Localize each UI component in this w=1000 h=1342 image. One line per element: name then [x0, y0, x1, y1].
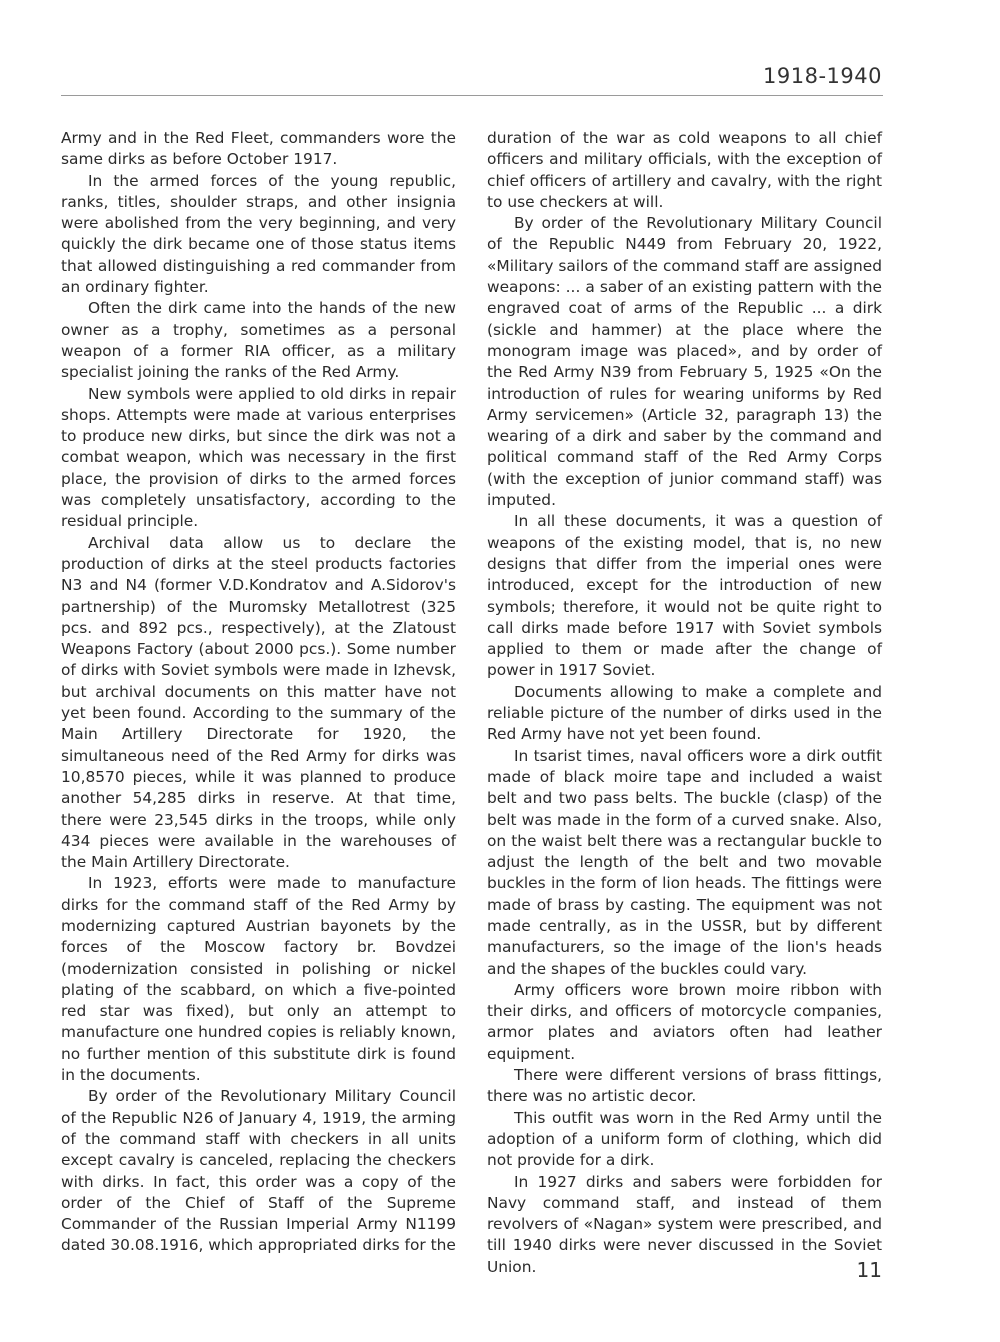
paragraph: Documents allowing to make a complete and reliable picture of the number of dirks used in the Red Army have not yet been found. — [487, 682, 882, 744]
paragraph: In all these documents, it was a question of weapons of the existing model, that is, no new designs that differ from the imperial ones were introduced, except for the introduction of new symbols; therefore, it would not be quite right to call dirks made before 1917 with Soviet symbols applied to them or made after the change of power in 1917 Soviet. — [487, 512, 882, 680]
page-number: 11 — [856, 1258, 882, 1282]
paragraph: duration of the war as cold weapons to all chief officers and military officials, with the exception of chief officers of artillery and cavalry, with the right to use checkers at will. — [487, 129, 882, 211]
paragraph: In 1927 dirks and sabers were forbidden for Navy command staff, and instead of them revolvers of «Nagan» system were prescribed, and till 1940 dirks were never discussed in the Soviet Union. — [487, 1172, 882, 1276]
paragraph: New symbols were applied to old dirks in repair shops. Attempts were made at various enterprises to produce new dirks, but since the dirk was not a combat weapon, which was necessary in the first place, the provision of dirks to the armed forces was completely unsatisfactory, according to the residual principle. — [61, 384, 456, 531]
right-text-column — [487, 128, 882, 1278]
paragraph: By order of the Revolutionary Military Council of the Republic N26 of January 4, 1919, the arming of the command staff with checkers in all units except cavalry is canceled, replacing the checkers with dirks. In fact, this order was a copy of the order of the Chief of Staff of the Supreme Commander of the Russian Imperial Army N1199 dated 30.08.1916, which appropriated dirks for the — [61, 1087, 456, 1255]
paragraph: There were different versions of brass fittings, there was no artistic decor. — [487, 1066, 882, 1106]
paragraph: Archival data allow us to declare the production of dirks at the steel products factories N3 and N4 (former V.D.Kondratov and A.Sidorov's partnership) of the Muromsky Metallotrest (325 pcs. and 892 pcs., respectively), at the Zlatoust Weapons Factory (about 2000 pcs.). Some number of dirks with Soviet symbols were made in Izhevsk, but archival documents on this matter have not yet been found. According to the summary of the Main Artillery Directorate for 1920, the simultaneous need of the Red Army for dirks was 10,8570 pieces, while it was planned to produce another 54,285 dirks in reserve. At that time, there were 23,545 dirks in the troops, while only 434 pieces were available in the warehouses of the Main Artillery Directorate. — [61, 533, 456, 872]
running-header-title: 1918-1940 — [763, 64, 882, 88]
paragraph: Often the dirk came into the hands of the new owner as a trophy, sometimes as a personal weapon of a former RIA officer, as a military specialist joining the ranks of the Red Army. — [61, 299, 456, 382]
paragraph: In 1923, efforts were made to manufacture dirks for the command staff of the Red Army by modernizing captured Austrian bayonets by the forces of the Moscow factory br. Bovdzei (modernization consisted in polishing or nickel plating of the scabbard, on which a five-pointed red star was fixed), but only an attempt to manufacture one hundred copies is reliably known, no further mention of this substitute dirk is found in the documents. — [61, 874, 456, 1085]
paragraph: Army and in the Red Fleet, commanders wore the same dirks as before October 1917. — [61, 129, 456, 169]
paragraph: In the armed forces of the young republic, ranks, titles, shoulder straps, and other insignia were abolished from the very beginning, and very quickly the dirk became one of those status items that allowed distinguishing a red commander from an ordinary fighter. — [61, 171, 456, 297]
header-divider — [61, 95, 883, 96]
paragraph: By order of the Revolutionary Military Council of the Republic N449 from February 20, 1922, «Military sailors of the command staff are assigned weapons: ... a saber of an existing pattern with the engraved coat of arms of the Republic ... a dirk (sickle and hammer) at the place where the monogram image was placed», and by order of the Red Army N39 from February 5, 1925 «On the introduction of rules for wearing uniforms by Red Army servicemen» (Article 32, paragraph 13) the wearing of a dirk and saber by the command and political command staff of the Red Army Corps (with the exception of junior command staff) was imputed. — [487, 214, 882, 510]
paragraph: This outfit was worn in the Red Army until the adoption of a uniform form of clothing, which did not provide for a dirk. — [487, 1108, 882, 1170]
paragraph: Army officers wore brown moire ribbon with their dirks, and officers of motorcycle companies, armor plates and aviators often had leather equipment. — [487, 980, 882, 1063]
left-text-column — [61, 128, 456, 1257]
paragraph: In tsarist times, naval officers wore a dirk outfit made of black moire tape and included a waist belt and two pass belts. The buckle (clasp) of the belt was made in the form of a curved snake. Also, on the waist belt there was a rectangular buckle to adjust the length of the belt and two movable buckles in the form of lion heads. The fittings were made of brass by casting. The equipment was not made centrally, as in the USSR, but by different manufacturers, so the image of the lion's heads and the shapes of the buckles could vary. — [487, 746, 882, 978]
